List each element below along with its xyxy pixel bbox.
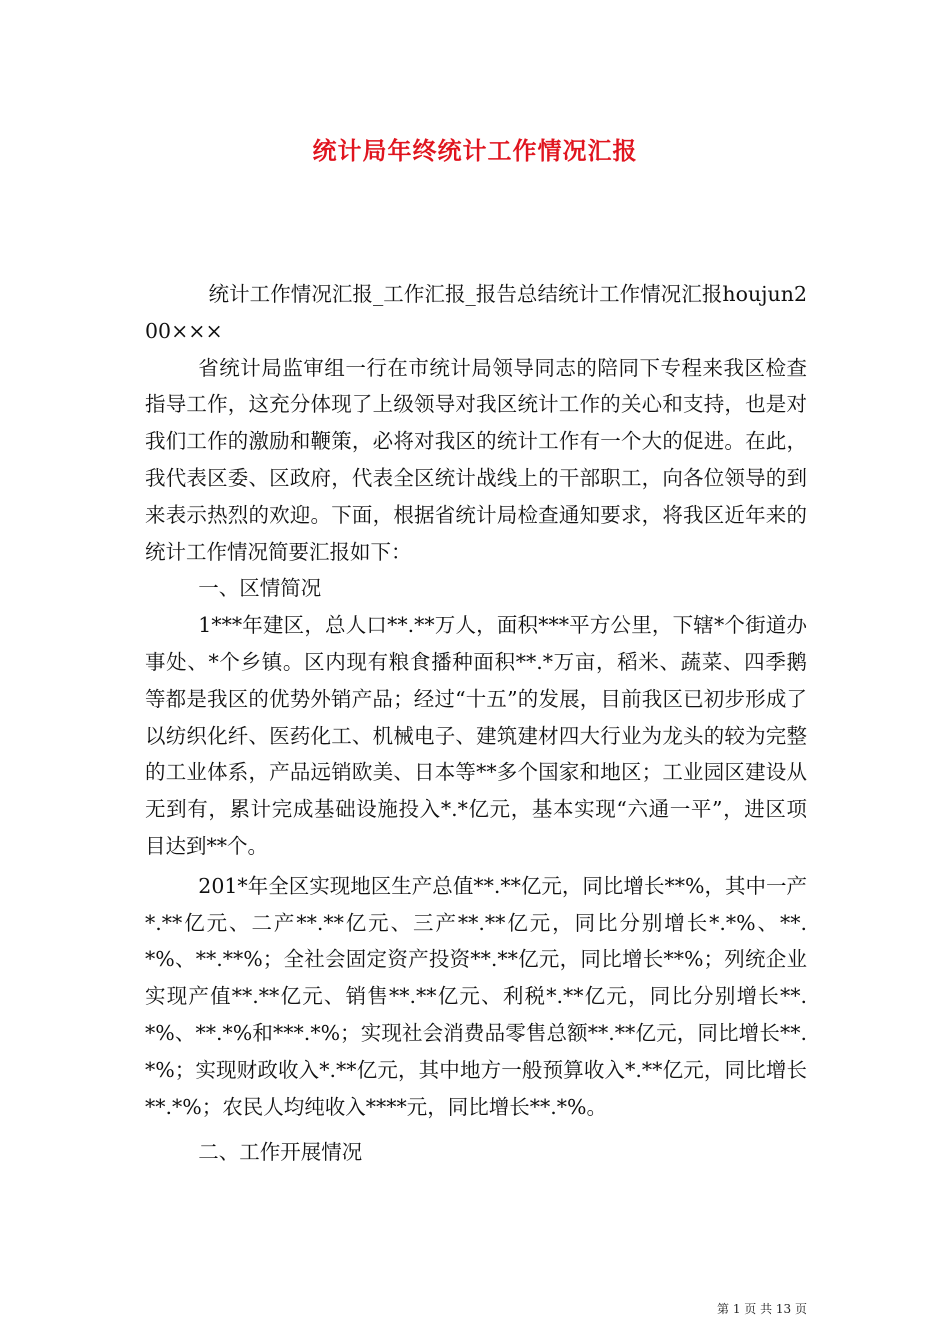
section-heading-overview: 一、区情简况 — [198, 576, 322, 601]
welcome-paragraph: 省统计局监审组一行在市统计局领导同志的陪同下专程来我区检查指导工作，这充分体现了上级领导对我区统计工作的关心和支持，也是对我们工作的激励和鞭策，必将对我区的统计工作有一个大的促进。在此，我代表区委、区政府，代表全区统计战线上的干部职工，向各位领导的到来表示热烈的欢迎。下面，根据省统计局检查通知要求，将我区近年来的统计工作情况简要汇报如下： — [145, 355, 807, 564]
section-heading-work: 二、工作开展情况 — [198, 1140, 363, 1165]
economic-data-paragraph: 201*年全区实现地区生产总值**.**亿元，同比增长**%，其中一产*.**亿元、二产**.**亿元、三产**.**亿元，同比分别增长*.*%、**.*%、**.**%；全社会固定资产投资**.**亿元，同比增长**%；列统企业实现产值**.**亿元、销售**.**亿元、利税*.**亿元，同比分别增长**.*%、**.*%和***.*%；实现社会消费品零售总额**.**亿元，同比增长**.*%；实现财政收入*.**亿元，其中地方一般预算收入*.**亿元，同比增长**.*%；农民人均纯收入****元，同比增长**.*%。 — [145, 873, 807, 1119]
document-title: 统计局年终统计工作情况汇报 — [312, 137, 638, 165]
page-number: 第 1 页 共 13 页 — [717, 1302, 807, 1316]
document-body — [145, 276, 807, 1171]
intro-paragraph: 统计工作情况汇报_工作汇报_报告总结统计工作情况汇报houjun200××× — [145, 282, 807, 343]
overview-paragraph: 1***年建区，总人口**.**万人，面积***平方公里，下辖*个街道办事处、*个乡镇。区内现有粮食播种面积**.*万亩，稻米、蔬菜、四季鹅等都是我区的优势外销产品；经过“十五”的发展，目前我区已初步形成了以纺织化纤、医药化工、机械电子、建筑建材四大行业为龙头的较为完整的工业体系，产品远销欧美、日本等**多个国家和地区；工业园区建设从无到有，累计完成基础设施投入*.*亿元，基本实现“六通一平”，进区项目达到**个。 — [145, 613, 807, 858]
